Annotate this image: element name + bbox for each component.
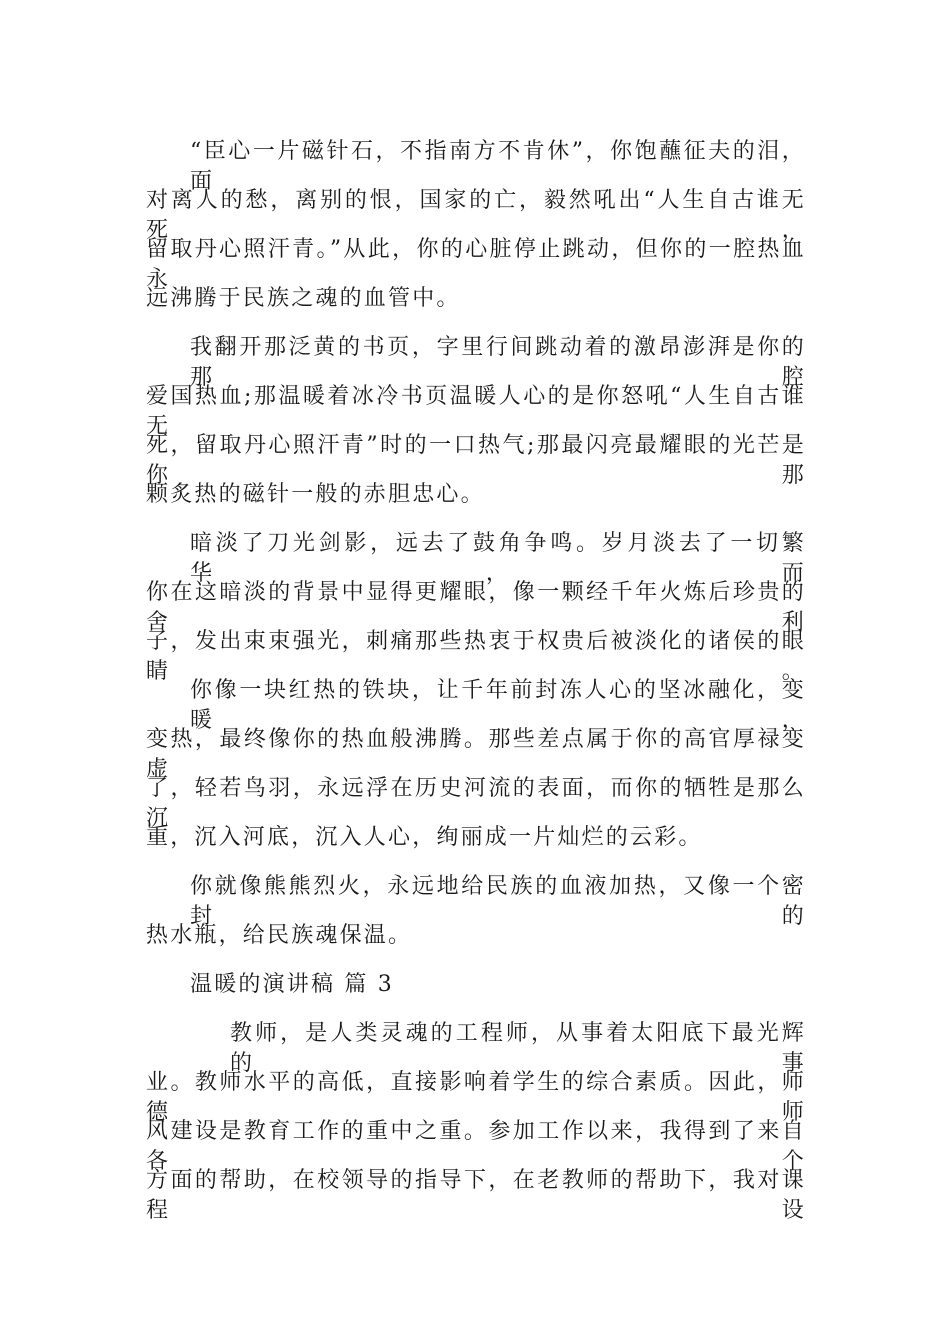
text-line: 暗淡了刀光剑影，远去了鼓角争鸣。岁月淡去了一切繁华，而 [190, 531, 806, 586]
text-line: 你在这暗淡的背景中显得更耀眼，像一颗经千年火炼后珍贵的舍利 [146, 580, 806, 635]
text-line: 我翻开那泛黄的书页，字里行间跳动着的激昂澎湃是你的那腔 [190, 335, 806, 390]
text-line: 风建设是教育工作的重中之重。参加工作以来，我得到了来自各个 [146, 1119, 806, 1174]
text-line: 对离人的愁，离别的恨，国家的亡，毅然吼出“人生自古谁无死， [146, 188, 806, 243]
text-line: 颗炙热的磁针一般的赤胆忠心。 [146, 482, 485, 507]
text-line: 业。教师水平的高低，直接影响着学生的综合素质。因此，师德师 [146, 1070, 806, 1125]
text-line: 你就像熊熊烈火，永远地给民族的血液加热，又像一个密封的 [190, 874, 806, 929]
text-line: 子，发出束束强光，刺痛那些热衷于权贵后被淡化的诸侯的眼睛。 [146, 629, 806, 684]
text-line: 了，轻若鸟羽，永远浮在历史河流的表面，而你的牺牲是那么沉 [146, 776, 806, 831]
text-line: 变热，最终像你的热血般沸腾。那些差点属于你的高官厚禄变虚 [146, 727, 806, 782]
text-line: 教师，是人类灵魂的工程师，从事着太阳底下最光辉的事 [230, 1021, 806, 1076]
text-line: 爱国热血;那温暖着冰冷书页温暖人心的是你怒吼“人生自古谁无 [146, 384, 806, 439]
text-line: 远沸腾于民族之魂的血管中。 [146, 286, 461, 311]
text-line: 方面的帮助，在校领导的指导下，在老教师的帮助下，我对课程设 [146, 1168, 806, 1223]
text-line: 重，沉入河底，沉入人心，绚丽成一片灿烂的云彩。 [146, 825, 703, 850]
text-line: 死，留取丹心照汗青”时的一口热气;那最闪亮最耀眼的光芒是你那 [146, 433, 806, 488]
text-line: 你像一块红热的铁块，让千年前封冻人心的坚冰融化，变暖， [190, 678, 806, 733]
section-heading: 温暖的演讲稿 篇 3 [190, 972, 394, 997]
text-line: 热水瓶，给民族魂保温。 [146, 923, 413, 948]
text-line: “臣心一片磁针石，不指南方不肯休”，你饱蘸征夫的泪，面 [190, 139, 806, 194]
text-line: 留取丹心照汗青。”从此，你的心脏停止跳动，但你的一腔热血永 [146, 237, 806, 292]
